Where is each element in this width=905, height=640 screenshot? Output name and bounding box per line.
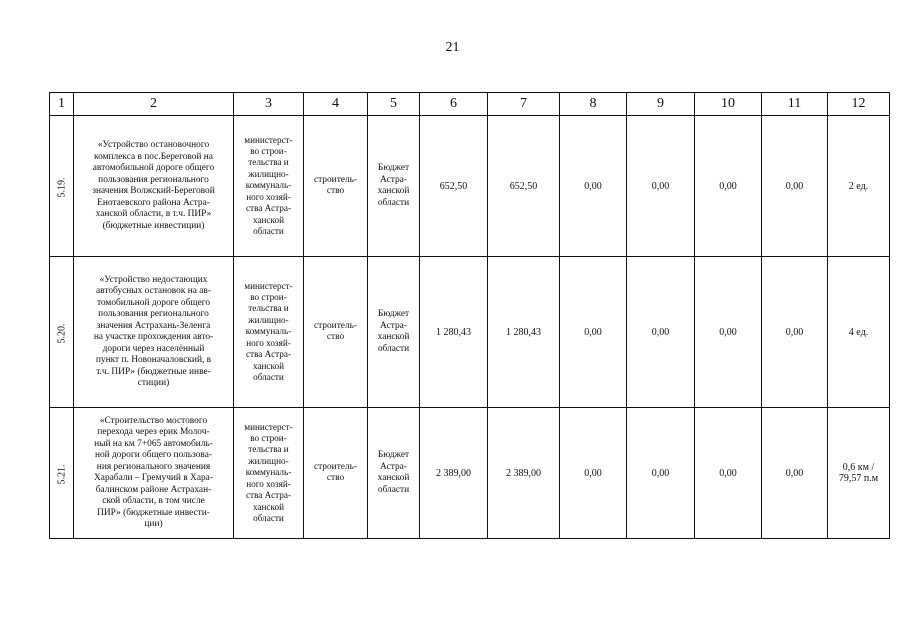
value-col7: 1 280,43 [488, 257, 560, 408]
direction-cell [304, 116, 368, 257]
text-line: ства Астра- [245, 490, 292, 501]
ministry-cell [234, 116, 304, 257]
text-line: пункт п. Новоначаловский, в [95, 355, 212, 365]
value-col9: 0,00 [627, 408, 695, 539]
text-line: автобусных остановок на ав- [96, 286, 211, 296]
text-line: коммуналь- [245, 180, 292, 191]
result-text [828, 327, 889, 338]
text-line: ство [326, 473, 345, 483]
text-line: коммуналь- [245, 467, 292, 478]
description-text [74, 416, 233, 531]
value-col10: 0,00 [695, 257, 762, 408]
value-col8: 0,00 [560, 257, 627, 408]
value-col11: 0,00 [762, 257, 828, 408]
program-table [49, 92, 890, 539]
text-line: области [253, 225, 284, 236]
text-line: тельства и [248, 303, 289, 314]
result-cell [828, 408, 890, 539]
source-text [368, 309, 419, 355]
source-cell [368, 116, 420, 257]
text-line: ной дороги общего пользова- [94, 450, 213, 460]
text-line: комплекса в пос.Береговой на [94, 151, 213, 162]
text-line: стиции) [137, 378, 170, 388]
value-col8: 0,00 [560, 116, 627, 257]
text-line: тельства и [248, 444, 289, 455]
text-line: «Устройство недостающих [99, 274, 208, 285]
text-line: ханской [252, 214, 285, 225]
text-line: 4 ед. [848, 326, 869, 338]
value-col6: 1 280,43 [420, 257, 488, 408]
text-line: 0,6 км / [842, 462, 875, 473]
text-line: Бюджет [377, 450, 410, 460]
text-line: области [377, 197, 410, 208]
result-text [828, 181, 889, 192]
row-number-cell [50, 408, 74, 539]
header-cell-3: 3 [234, 93, 304, 116]
direction-cell [304, 408, 368, 539]
value-col7: 2 389,00 [488, 408, 560, 539]
text-line: во строи- [250, 292, 287, 303]
header-row [50, 93, 890, 116]
direction-text [304, 321, 367, 344]
ministry-cell [234, 408, 304, 539]
row-number-cell [50, 116, 74, 257]
text-line: Астра- [380, 174, 407, 185]
text-line: «Строительство мостового [99, 415, 208, 426]
text-line: автомобильной дороге общего [92, 163, 215, 173]
text-line: 79,57 п.м [838, 473, 879, 484]
text-line: ния регионального значения [96, 461, 211, 472]
text-line: Бюджет [377, 163, 410, 173]
text-line: области [253, 371, 284, 382]
result-text [828, 462, 889, 484]
text-line: области [377, 343, 410, 354]
header-cell-9: 9 [627, 93, 695, 116]
page-number: 21 [445, 40, 460, 55]
source-cell [368, 408, 420, 539]
value-col6: 2 389,00 [420, 408, 488, 539]
text-line: Бюджет [377, 309, 410, 319]
header-cell-4: 4 [304, 93, 368, 116]
row-number: 5.21. [56, 464, 67, 485]
ministry-cell [234, 257, 304, 408]
text-line: ство [326, 186, 345, 196]
value-col6: 652,50 [420, 116, 488, 257]
text-line: ции) [144, 519, 163, 529]
text-line: дороги через населённый [102, 343, 205, 354]
text-line: значения Астрахань-Зеленга [96, 320, 211, 331]
text-line: ного хозяй- [246, 337, 291, 348]
text-line: ства Астра- [245, 349, 292, 360]
text-line: во строи- [250, 433, 287, 444]
text-line: перехода через ерик Молоч- [97, 427, 210, 437]
source-text [368, 163, 419, 209]
table-row [50, 257, 890, 408]
text-line: «Устройство остановочного [97, 140, 210, 150]
text-line: коммуналь- [245, 326, 292, 337]
text-line: министерст- [244, 134, 293, 145]
text-line: томобильной дороге общего [96, 297, 211, 308]
header-cell-7: 7 [488, 93, 560, 116]
text-line: ство [326, 332, 345, 342]
text-line: ного хозяй- [246, 478, 291, 489]
text-line: строитель- [313, 174, 358, 185]
text-line: пользования регионального [98, 174, 209, 185]
table-row [50, 116, 890, 257]
value-col10: 0,00 [695, 116, 762, 257]
text-line: ханской [377, 332, 410, 342]
header-cell-5: 5 [368, 93, 420, 116]
source-cell [368, 257, 420, 408]
text-line: области [253, 512, 284, 523]
text-line: Харабали – Гремучий в Хара- [94, 473, 213, 483]
text-line: жилищно- [248, 168, 289, 179]
text-line: на участке прохождения авто- [93, 332, 214, 342]
header-cell-11: 11 [762, 93, 828, 116]
row-number: 5.19. [56, 177, 67, 198]
text-line: тельства и [248, 157, 289, 168]
text-line: значения Волжский-Береговой [92, 186, 215, 196]
description-cell [74, 257, 234, 408]
text-line: Астра- [380, 320, 407, 331]
text-line: области [377, 484, 410, 495]
value-col8: 0,00 [560, 408, 627, 539]
description-text [74, 275, 233, 390]
text-line: (бюджетные инвестиции) [102, 220, 205, 231]
text-line: ханской [252, 501, 285, 512]
value-col11: 0,00 [762, 408, 828, 539]
ministry-text [234, 135, 303, 238]
description-text [74, 140, 233, 232]
text-line: ПИР» (бюджетные инвести- [97, 507, 210, 518]
text-line: Астра- [380, 461, 407, 472]
text-line: министерст- [244, 421, 293, 432]
result-cell [828, 116, 890, 257]
text-line: 2 ед. [848, 180, 869, 192]
ministry-text [234, 422, 303, 525]
value-col7: 652,50 [488, 116, 560, 257]
text-line: ханской [377, 186, 410, 196]
description-cell [74, 116, 234, 257]
value-col9: 0,00 [627, 116, 695, 257]
text-line: жилищно- [248, 455, 289, 466]
text-line: ханской [377, 473, 410, 483]
text-line: министерст- [244, 280, 293, 291]
text-line: во строи- [250, 146, 287, 157]
text-line: ской области, в том числе [102, 496, 205, 506]
value-col11: 0,00 [762, 116, 828, 257]
row-number: 5.20. [56, 323, 67, 344]
text-line: балинском районе Астрахан- [95, 484, 212, 495]
text-line: строитель- [313, 320, 358, 331]
source-text [368, 450, 419, 496]
direction-text [304, 462, 367, 485]
header-cell-12: 12 [828, 93, 890, 116]
result-cell [828, 257, 890, 408]
header-cell-6: 6 [420, 93, 488, 116]
text-line: ного хозяй- [246, 191, 291, 202]
row-number-cell [50, 257, 74, 408]
text-line: т.ч. ПИР» (бюджетные инве- [96, 366, 211, 377]
text-line: ханской [252, 360, 285, 371]
text-line: Енотаевского района Астра- [97, 197, 210, 208]
header-cell-10: 10 [695, 93, 762, 116]
text-line: ства Астра- [245, 203, 292, 214]
header-cell-1: 1 [50, 93, 74, 116]
direction-text [304, 175, 367, 198]
header-cell-2: 2 [74, 93, 234, 116]
description-cell [74, 408, 234, 539]
value-col9: 0,00 [627, 257, 695, 408]
text-line: ный на км 7+065 автомобиль- [94, 438, 213, 449]
text-line: жилищно- [248, 314, 289, 325]
table-row [50, 408, 890, 539]
value-col10: 0,00 [695, 408, 762, 539]
text-line: ханской области, в т.ч. ПИР» [95, 209, 212, 219]
direction-cell [304, 257, 368, 408]
header-cell-8: 8 [560, 93, 627, 116]
ministry-text [234, 281, 303, 384]
text-line: пользования регионального [98, 309, 209, 319]
text-line: строитель- [313, 461, 358, 472]
